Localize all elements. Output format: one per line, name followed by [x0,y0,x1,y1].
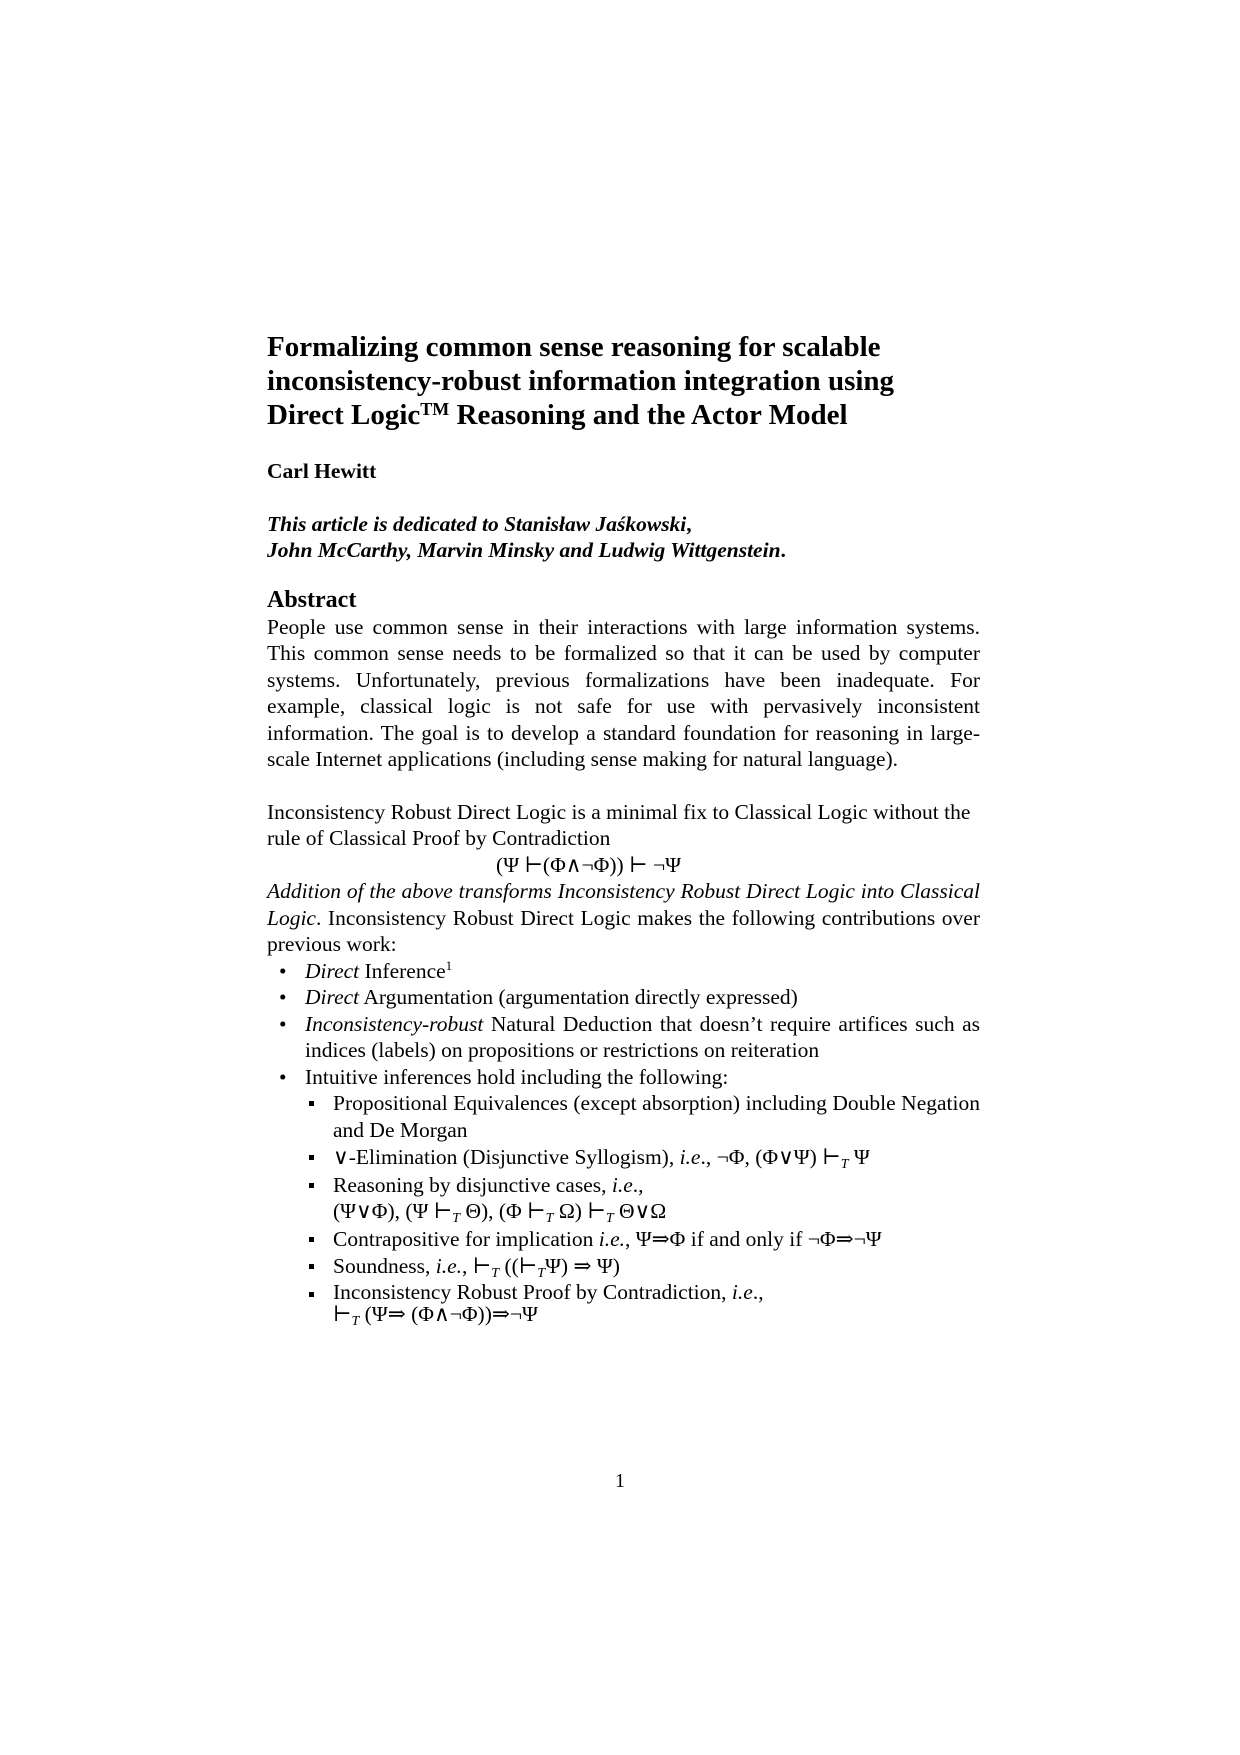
page-number: 1 [615,1470,625,1492]
square-bullet-icon [309,1264,314,1269]
bullet-icon: • [279,958,287,983]
abstract-paragraph-2: Inconsistency Robust Direct Logic is a minimal fix to Classical Logic without the rule of Classical Proof by Contradiction [267,799,971,850]
square-bullet-icon [309,1101,314,1106]
paper-page [267,330,980,1329]
proof-by-contradiction-formula: (Ψ ⊢(Φ∧¬Φ)) ⊢ ¬Ψ [496,852,681,877]
list-item: • Intuitive inferences hold including the following: Propositional Equivalences (except absorption) including Double Negation and De Morgan ∨-Elimination (Disjunctive Syllogism), i.e., ¬Φ, (Φ∨Ψ) $⊢_T$ Ψ Reasoning by disjunctive cases, i.e., (Ψ∨Φ), (Ψ $⊢_T$ Θ), (Φ $⊢_T$ Ω) $⊢_T$ Θ∨Ω Contrapositive for implication i.e., Ψ⇒Φ if and only if ¬Φ⇒¬Ψ Soundness, i.e., $⊢_T$ ($(⊢_T\Psi)$ ⇒ Ψ) Inconsistency Robust Proof by Contradiction, i.e., $⊢_T$ (Ψ⇒ (Φ∧¬Φ))⇒¬Ψ [279,1064,980,1329]
bullet-icon: • [279,985,287,1009]
sub-list-item: Propositional Equivalences (except absorption) including Double Negation and De Morgan [305,1090,980,1143]
bullet-icon: • [279,1011,287,1036]
list-item: • Inconsistency-robust Natural Deduction that doesn’t require artifices such as indices (labels) on propositions or restrictions on reiteration [279,1011,980,1062]
square-bullet-icon [309,1237,314,1242]
abstract-paragraph-3: Addition of the above transforms Inconsistency Robust Direct Logic into Classical Logic. Inconsistency Robust Direct Logic makes the following contributions over previous work: [267,879,980,956]
square-bullet-icon [309,1183,314,1188]
bullet-icon: • [279,1064,287,1089]
abstract-heading: Abstract [267,586,357,613]
list-item: • Direct Inference$^1$ [279,957,453,983]
list-item: • Direct Argumentation (argumentation directly expressed) [279,985,798,1009]
sub-list-item: Inconsistency Robust Proof by Contradiction, i.e., $⊢_T$ (Ψ⇒ (Φ∧¬Φ))⇒¬Ψ [305,1281,980,1325]
sub-list-item: ∨-Elimination (Disjunctive Syllogism), i.e., ¬Φ, (Φ∨Ψ) $⊢_T$ Ψ [305,1144,980,1171]
author-name: Carl Hewitt [267,459,377,483]
sub-list-item: Reasoning by disjunctive cases, i.e., (Ψ∨Φ), (Ψ $⊢_T$ Θ), (Φ $⊢_T$ Ω) $⊢_T$ Θ∨Ω [305,1172,980,1225]
square-bullet-icon [309,1292,314,1297]
paper-title: Formalizing common sense reasoning for scalable inconsistency-robust information integration using Direct Logic™ Reasoning and the Actor Model [267,331,895,431]
trademark-sup: TM [420,399,450,419]
abstract-paragraph-1: People use common sense in their interactions with large information systems. This common sense needs to be formalized so that it can be used by computer systems. Unfortunately, previous formalizations have been inadequate. For example, classical logic is not safe for use with pervasively inconsistent information. The goal is to develop a standard foundation for reasoning in large-scale Internet applications (including sense making for natural language). [267,614,980,771]
footnote-marker[interactable]: 1 [445,957,453,973]
contributions-list [267,957,980,1329]
square-bullet-icon [309,1155,314,1160]
sub-list-item: Contrapositive for implication i.e., Ψ⇒Φ if and only if ¬Φ⇒¬Ψ [305,1226,980,1253]
sub-list-item: Soundness, i.e., $⊢_T$ ($(⊢_T\Psi)$ ⇒ Ψ) [305,1253,980,1280]
dedication: This article is dedicated to Stanisław Jaśkowski, John McCarthy, Marvin Minsky and Ludwig Wittgenstein. [267,511,786,562]
inferences-sublist [305,1090,980,1329]
